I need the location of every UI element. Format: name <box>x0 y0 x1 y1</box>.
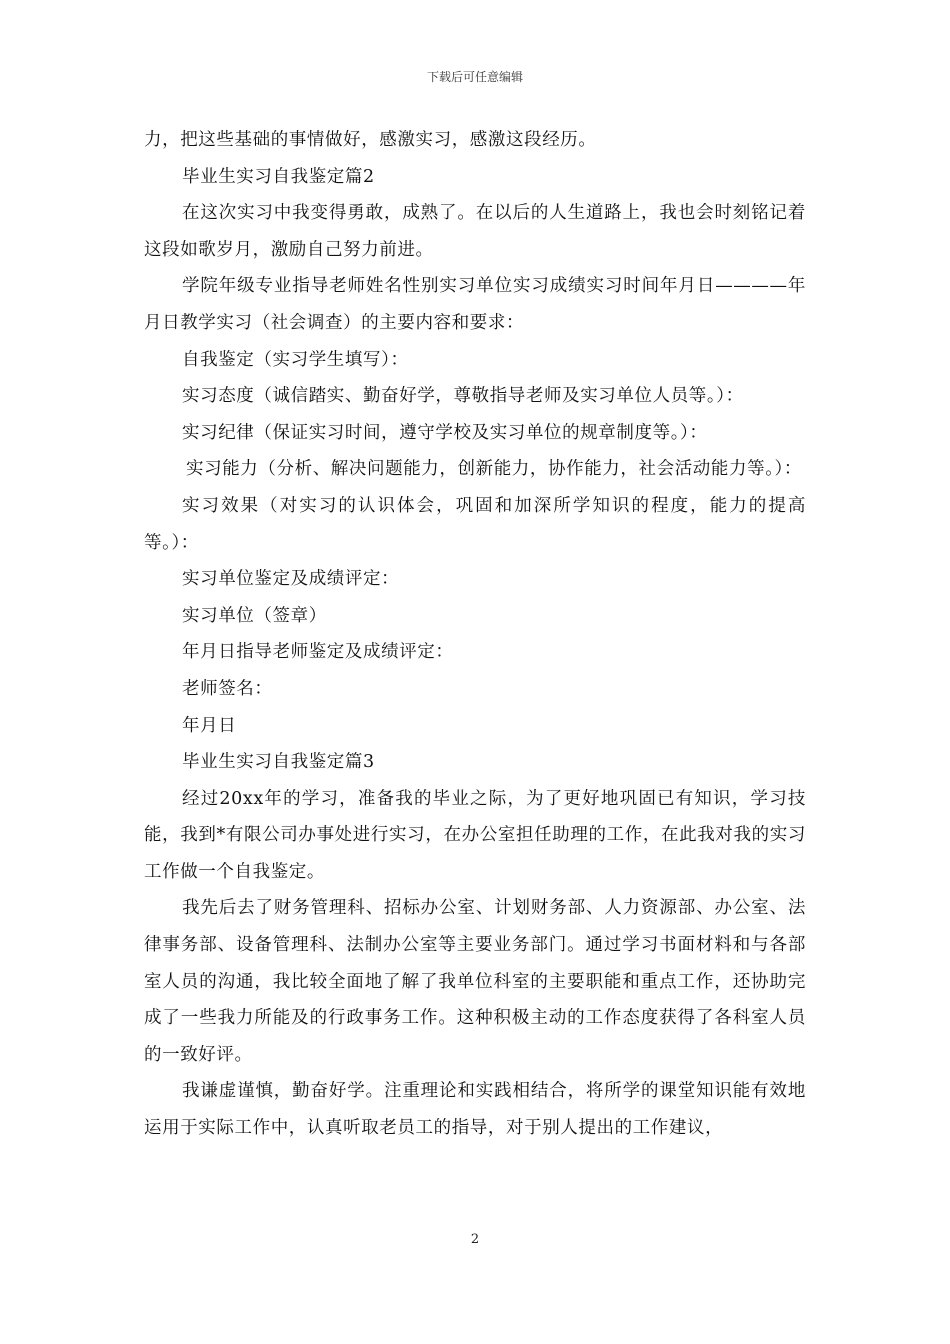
paragraph: 年月日 <box>182 715 237 736</box>
paragraph: 经过20xx年的学习，准备我的毕业之际，为了更好地巩固已有知识，学习技能，我到*有限公司办事处进行实习，在办公室担任助理的工作，在此我对我的实习工作做一个自我鉴定。 <box>144 788 806 882</box>
page-number: 2 <box>470 1232 480 1247</box>
paragraph: 力，把这些基础的事情做好，感激实习，感激这段经历。 <box>144 130 597 150</box>
paragraph: 在这次实习中我变得勇敢，成熟了。在以后的人生道路上，我也会时刻铭记着这段如歌岁月，激励自己努力前进。 <box>144 203 806 260</box>
paragraph: 毕业生实习自我鉴定篇2 <box>182 166 375 187</box>
paragraph: 实习纪律（保证实习时间，遵守学校及实习单位的规章制度等。）： <box>182 422 708 443</box>
paragraph: 老师签名： <box>182 678 273 699</box>
paragraph: 我谦虚谨慎，勤奋好学。注重理论和实践相结合，将所学的课堂知识能有效地运用于实际工作中，认真听取老员工的指导，对于别人提出的工作建议， <box>144 1081 806 1139</box>
paragraph: 毕业生实习自我鉴定篇3 <box>182 752 375 773</box>
paragraph: 自我鉴定（实习学生填写）： <box>182 349 409 370</box>
paragraph: 实习态度（诚信踏实、勤奋好学，尊敬指导老师及实习单位人员等。）： <box>182 386 744 407</box>
body-text <box>144 122 806 1147</box>
paragraph: 实习效果（对实习的认识体会，巩固和加深所学知识的程度，能力的提高等。）： <box>144 495 806 553</box>
paragraph: 实习能力（分析、解决问题能力，创新能力，协作能力，社会活动能力等。）： <box>186 459 802 480</box>
paragraph: 我先后去了财务管理科、招标办公室、计划财务部、人力资源部、办公室、法律事务部、设备管理科、法制办公室等主要业务部门。通过学习书面材料和与各部室人员的沟通，我比较全面地了解了我单位科室的主要职能和重点工作，还协助完成了一些我力所能及的行政事务工作。这种积极主动的工作态度获得了各科室人员的一致好评。 <box>144 898 806 1065</box>
paragraph: 年月日指导老师鉴定及成绩评定： <box>182 642 454 663</box>
paragraph: 实习单位（签章） <box>182 605 327 626</box>
page-header: 下载后可任意编辑 <box>426 70 523 84</box>
paragraph: 实习单位鉴定及成绩评定： <box>182 569 400 590</box>
paragraph: 学院年级专业指导老师姓名性别实习单位实习成绩实习时间年月日————年月日教学实习（社会调查）的主要内容和要求： <box>144 276 806 333</box>
